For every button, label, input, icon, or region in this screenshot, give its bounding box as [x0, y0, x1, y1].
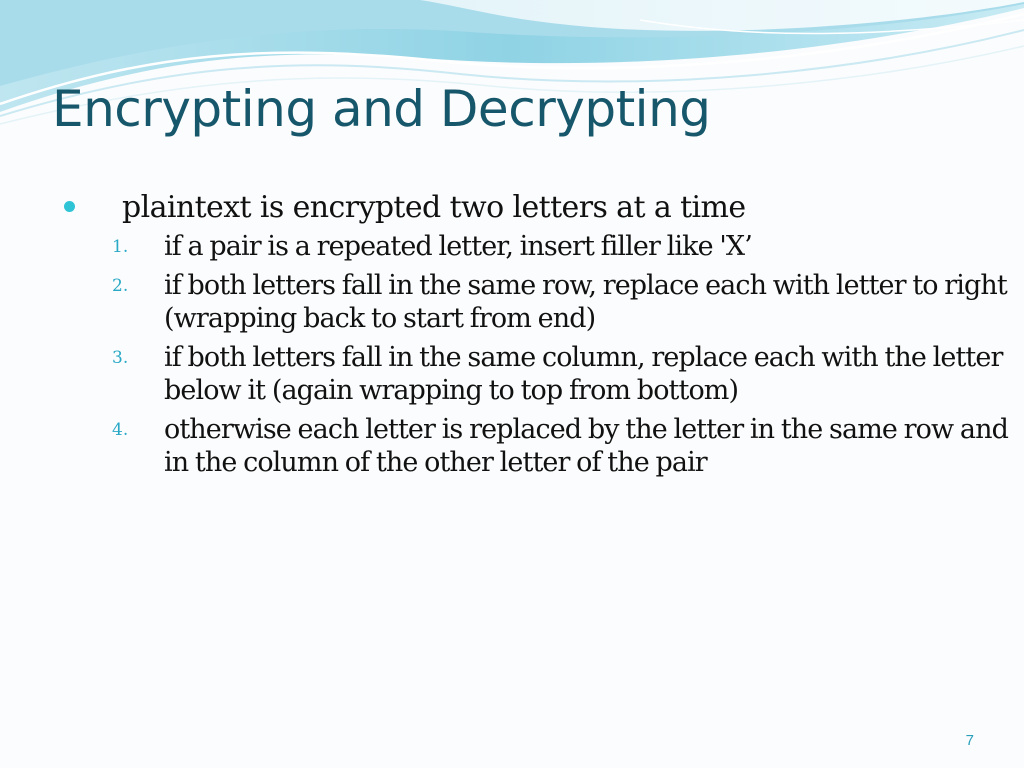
- main-bullet: [0, 186, 1024, 230]
- list-item-number: 1.: [112, 237, 129, 257]
- list-item-number: 4.: [112, 420, 129, 440]
- slide-content: [0, 186, 1024, 485]
- list-item: [0, 230, 1024, 263]
- main-bullet-text: plaintext is encrypted two letters at a time: [122, 190, 746, 225]
- list-item: [0, 413, 1024, 479]
- list-item-number: 3.: [112, 348, 129, 368]
- page-number: 7: [965, 732, 974, 749]
- list-item-text: if a pair is a repeated letter, insert filler like 'X’: [164, 231, 752, 262]
- list-item: [0, 269, 1024, 335]
- list-item-number: 2.: [112, 276, 129, 296]
- slide-title: Encrypting and Decrypting: [52, 80, 711, 138]
- list-item: [0, 341, 1024, 407]
- bullet-dot-icon: [64, 201, 75, 212]
- list-item-text: if both letters fall in the same column, replace each with the letter below it (again wrapping to top from bottom): [164, 342, 1003, 406]
- list-item-text: if both letters fall in the same row, replace each with letter to right (wrapping back to start from end): [164, 270, 1007, 334]
- list-item-text: otherwise each letter is replaced by the letter in the same row and in the column of the other letter of the pair: [164, 414, 1008, 478]
- numbered-list: [0, 230, 1024, 479]
